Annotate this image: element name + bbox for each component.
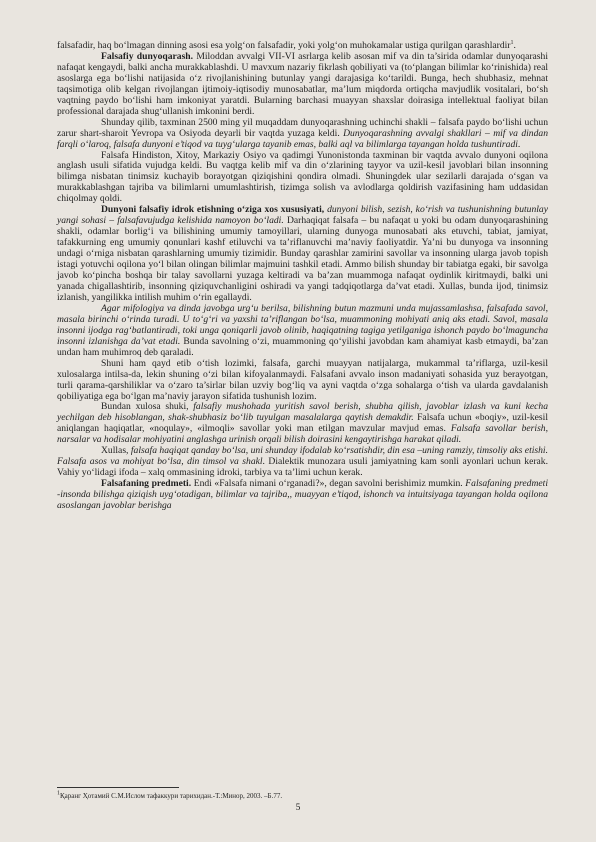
paragraph (57, 118, 548, 151)
paragraph (57, 205, 548, 304)
paragraph (57, 52, 548, 118)
text-run: . (513, 40, 516, 51)
footnote-separator (57, 787, 179, 788)
text-run: Xullas, (101, 445, 131, 457)
text-run: . (517, 138, 521, 150)
text-run: Agar mifologiya va dinda javobga urg‘u berilsa, bilishning butun mazmuni unda mujassamlashsa, falsafada savol, masala birinchi o‘rinda turadi. U to‘g‘ri va yaxshi ta’riflangan bo‘lsa, muammoning mohiyati aniq aks etadi. Savol, masala insonni ijodga rag‘batlantiradi, toki unga qoniqarli javob olinib, haqiqatning tagiga yetilganiga ishonch paydo bo‘lmaguncha insonni izlanishga da’vat etadi. (57, 302, 548, 347)
text-run: Miloddan avvalgi VII-VI asrlarga kelib asosan mif va din ta’sirida odamlar dunyoqarashi nafaqat kengaydi, balki ancha murakkablashdi. U mavxum nazariy fikrlash qobiliyati va (to‘plangan bilimlar ko‘rinishida) real asoslarga ega bo‘lishi natijasida o‘z rivojlanishining butunlay yangi darajasiga ko‘tarildi. Bunga, hech shubhasiz, mehnat taqsimotiga olib kelgan rivojlangan ijtimoiy-iqtisodiy munosabatlar, ma’lum miqdorda ortiqcha mavjudlik vositalari, bo‘sh vaqtning paydo bo‘lishi ham imkoniyat yaratdi. Bularning barchasi muayyan shaxslar doirasiga intellektual faoliyat bilan professional darajada shug‘ullanish imkonini berdi. (57, 50, 548, 117)
text-run: Shunday qilib, taxminan 2500 ming yil muqaddam dunyoqarashning uchinchi shakli – falsafa paydo bo‘lishi uchun zarur shart-sharoit Yevropa va Osiyoda deyarli bir vaqtda yuzaga keldi. (57, 116, 548, 139)
text-run: dunyoni bilish, sezish, ko‘rish va tushunishning butunlay yangi sohasi – falsafavujudga kelishida namoyon bo‘ladi. (57, 204, 548, 227)
text-run: Falsafa savollar berish, narsalar va hodisalar mohiyatini anglashga urinish orqali bilish doirasini kengaytirishga harakat qiladi. (57, 423, 548, 446)
page-number: 5 (295, 803, 301, 813)
footnote (57, 792, 548, 801)
text-run: Shuni ham qayd etib o‘tish lozimki, falsafa, garchi muayyan natijalarga, mukammal ta’riflarga, uzil-kesil xulosalarga intilsa-da, lekin shuning o‘zi bilan kifoyalanmaydi. Falsafani avvalo inson madaniyati sohasida yuz berayotgan, turli qarama-qarshiliklar va o‘zaro ta’sirlar bilan uzviy bog‘liq va ayni vaqtda o‘zga sohalarga o‘tish va ularda gavdalanish qobiliyatiga ega bo‘lgan ma’naviy jarayon sifatida tushunish lozim. (57, 357, 548, 402)
text-run: Bundan xulosa shuki, (101, 401, 194, 413)
text-run: falsafa haqiqat qanday bo‘lsa, uni shunday ifodalab ko‘rsatishdir, din esa –uning ramziy, timsoliy aks etishi. Falsafa asos va mohiyat bo‘lsa, din timsol va shakl (57, 445, 548, 468)
paragraph (57, 402, 548, 446)
text-run: Endi «Falsafa nimani o‘rganadi?», degan savolni berishimiz mumkin. (191, 478, 466, 490)
footnote-mark: 1 (57, 790, 60, 797)
text-run: falsafiy mushohada yuritish savol berish, shubha qilish, javoblar izlash va kuni kecha yechilgan deb hisoblangan, shak-shubhasiz bo‘lib tuyulgan masalalarga qaytish demakdir. (57, 401, 548, 424)
text-run: Falsafaning predmeti -insonda bilishga qiziqish uyg‘otadigan, bilimlar va tajriba,, muayyan e’tiqod, ishonch va intuitsiyaga tayangan holda oqilona asoslangan javoblar berishga (57, 478, 548, 512)
text-run: Dunyoni falsafiy idrok etishning o‘ziga xos xususiyati, (101, 204, 325, 216)
text-run: Falsafaning predmeti. (101, 478, 192, 490)
text-run: Darhaqiqat falsafa – bu nafaqat u yoki bu odam dunyoqarashining shakli, odamlar borlig‘i va bilishining umumiy tamoyillari, ularning dunyoga munosabati aks etuvchi, tabiat, jamiyat, tafakkurning eng umumiy qonunlari kashf etiluvchi va ta’riflanuvchi ma’naviy faoliyatdir. Ya’ni bu dunyoga va insonning undagi o‘rniga nisbatan qarashlarning umumiy tizimidir. Bunday qarashlar zamirini savollar va insonning ularga javob topish istagi yotuvchi oqilona yo‘l bilan olingan bilimlar majmuini tashkil etadi. Ammo bilish shunday bir tabiatga egaki, bir savolga javob ko‘pincha boshqa bir talay savollarni yuzaga keltiradi va ba’zan muammoga nafaqat oydinlik kiritmaydi, balki uni yanada chigallashtirib, insonning qiziquvchanligini oshiradi va yangi tadqiqotlarga da’vat etadi. Xullas, bunda ijod, tinimsiz izlanish, yangilikka intilish muhim o‘rin egallaydi. (57, 215, 548, 303)
footnote-reference: 1 (510, 39, 514, 46)
paragraph (57, 359, 548, 403)
text-run: . Dialektik munozara usuli jamiyatning kam sonli ayonlari uchun kerak. Vahiy yo‘lidagi ifoda – xalq ommasining idroki, tarbiya va ta’limi uchun kerak. (57, 456, 548, 479)
text-run: Falsafa Hindiston, Xitoy, Markaziy Osiyo va qadimgi Yunonistonda taxminan bir vaqtda avvalo dunyoni oqilona anglash usuli sifatida vujudga keldi. Bu vaqtga kelib mif va din o‘zlarining tayyor va uzil-kesil javoblari bilan insonning bilimga nisbatan tinimsiz kuchayib borayotgan qiziqishini qondira olmadi. Shuningdek ular sezilarli darajada o‘sgan va murakkablashgan tajriba va bilimlarni umumlashtirish, tizimga solish va avlodlarga qoldirish vazifasining ham uddasidan chiqolmay qoldi. (57, 149, 548, 205)
text-run: Dunyoqarashning avvalgi shakllari – mif va dindan farqli o‘laroq, falsafa dunyoni e’tiqod va tuyg‘ularga tayanib emas, balki aql va bilimlarga tayangan holda tushuntiradi (57, 127, 548, 150)
footnote-text: Қаранг Ҳотамий С.М.Ислом тафаккури тарихидан.-Т.:Минор, 2003. –Б.77. (60, 792, 283, 800)
text-run: Falsafiy dunyoqarash. (101, 50, 194, 62)
text-run: Bunda savolning o‘zi, muammoning qo‘yilishi javobdan kam ahamiyat kasb etmaydi, ba’zan undan ham muhimroq deb qaraladi. (57, 335, 548, 358)
text-run: falsafadir, haq bo‘lmagan dinning asosi esa yolg‘on falsafadir, yoki yolg‘on muhokamalar ustiga qurilgan qarashlardir (57, 40, 511, 51)
paragraph (57, 446, 548, 479)
body-text (57, 41, 548, 512)
paragraph (57, 151, 548, 206)
paragraph (57, 304, 548, 359)
paragraph (57, 479, 548, 512)
text-run: Falsafa uchun «boqiy», uzil-kesil aniqlangan haqiqatlar, «noqulay», «ilmoqli» savollar yoki man etilgan mavzular mavjud emas. (57, 412, 548, 435)
